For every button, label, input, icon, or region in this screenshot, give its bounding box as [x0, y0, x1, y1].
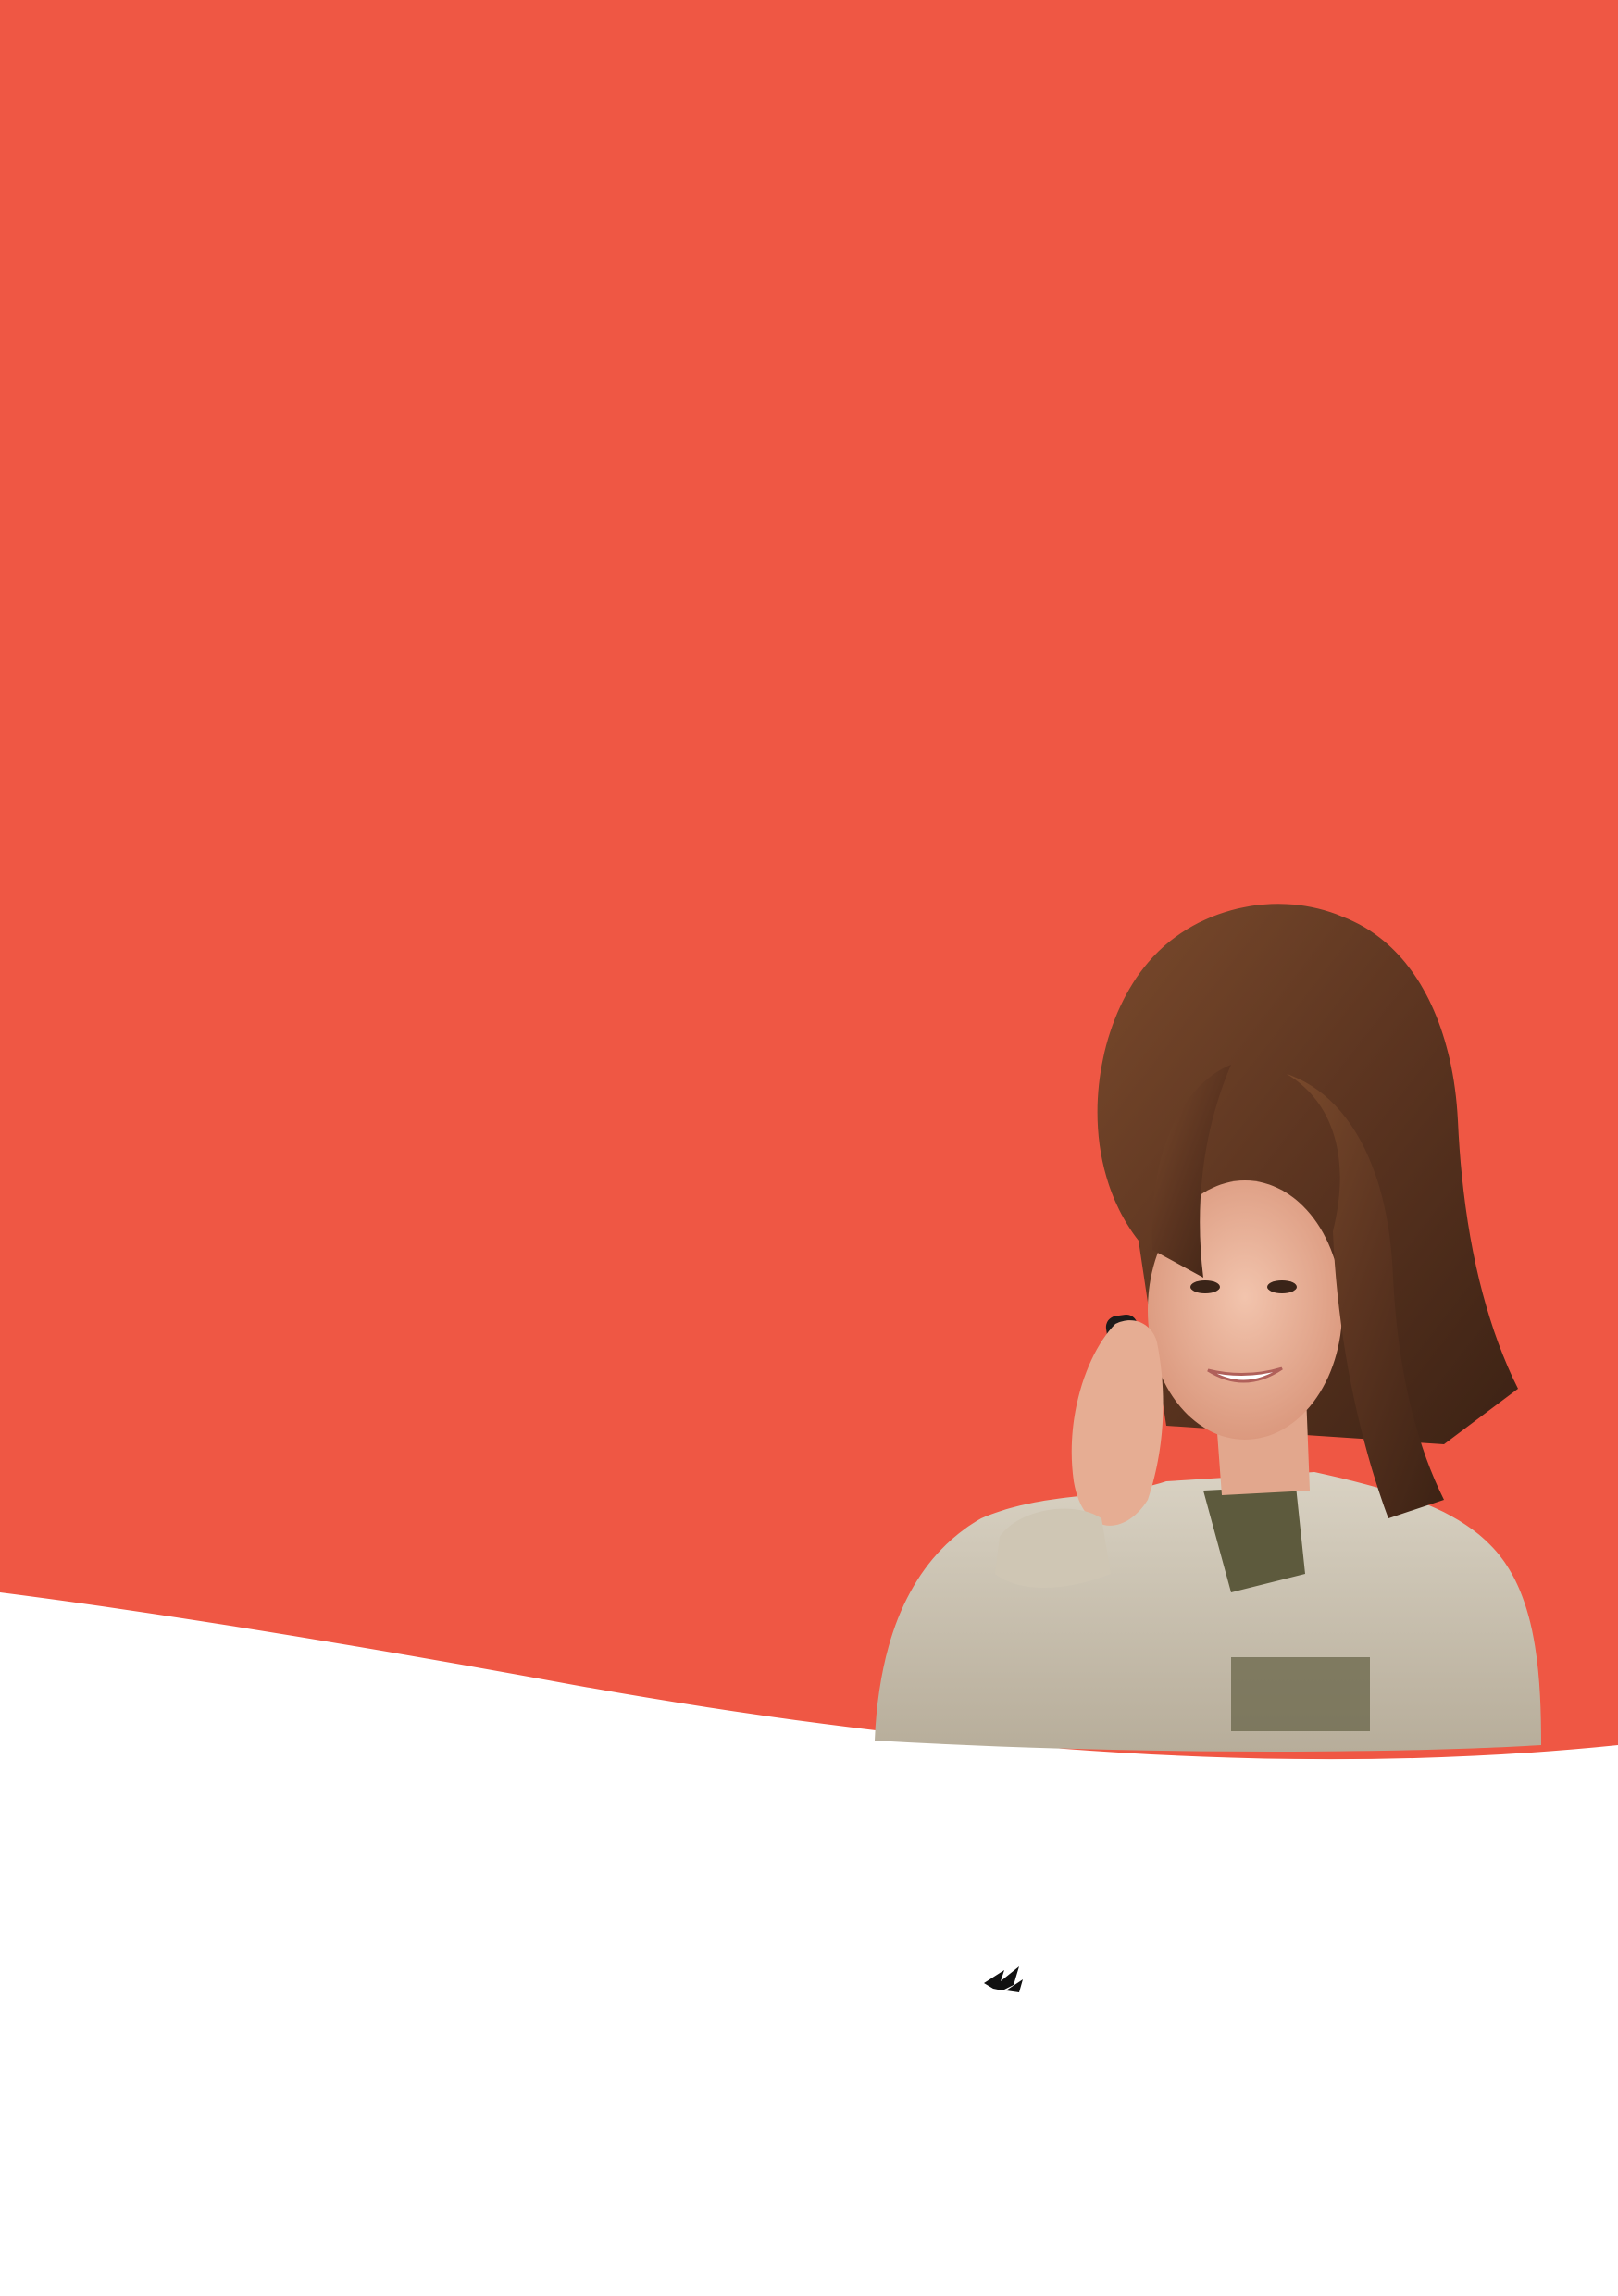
contact-block — [165, 1768, 683, 1815]
gladsaxestrategien-logo — [884, 1963, 1051, 2129]
birds-icon — [984, 1966, 1023, 1992]
